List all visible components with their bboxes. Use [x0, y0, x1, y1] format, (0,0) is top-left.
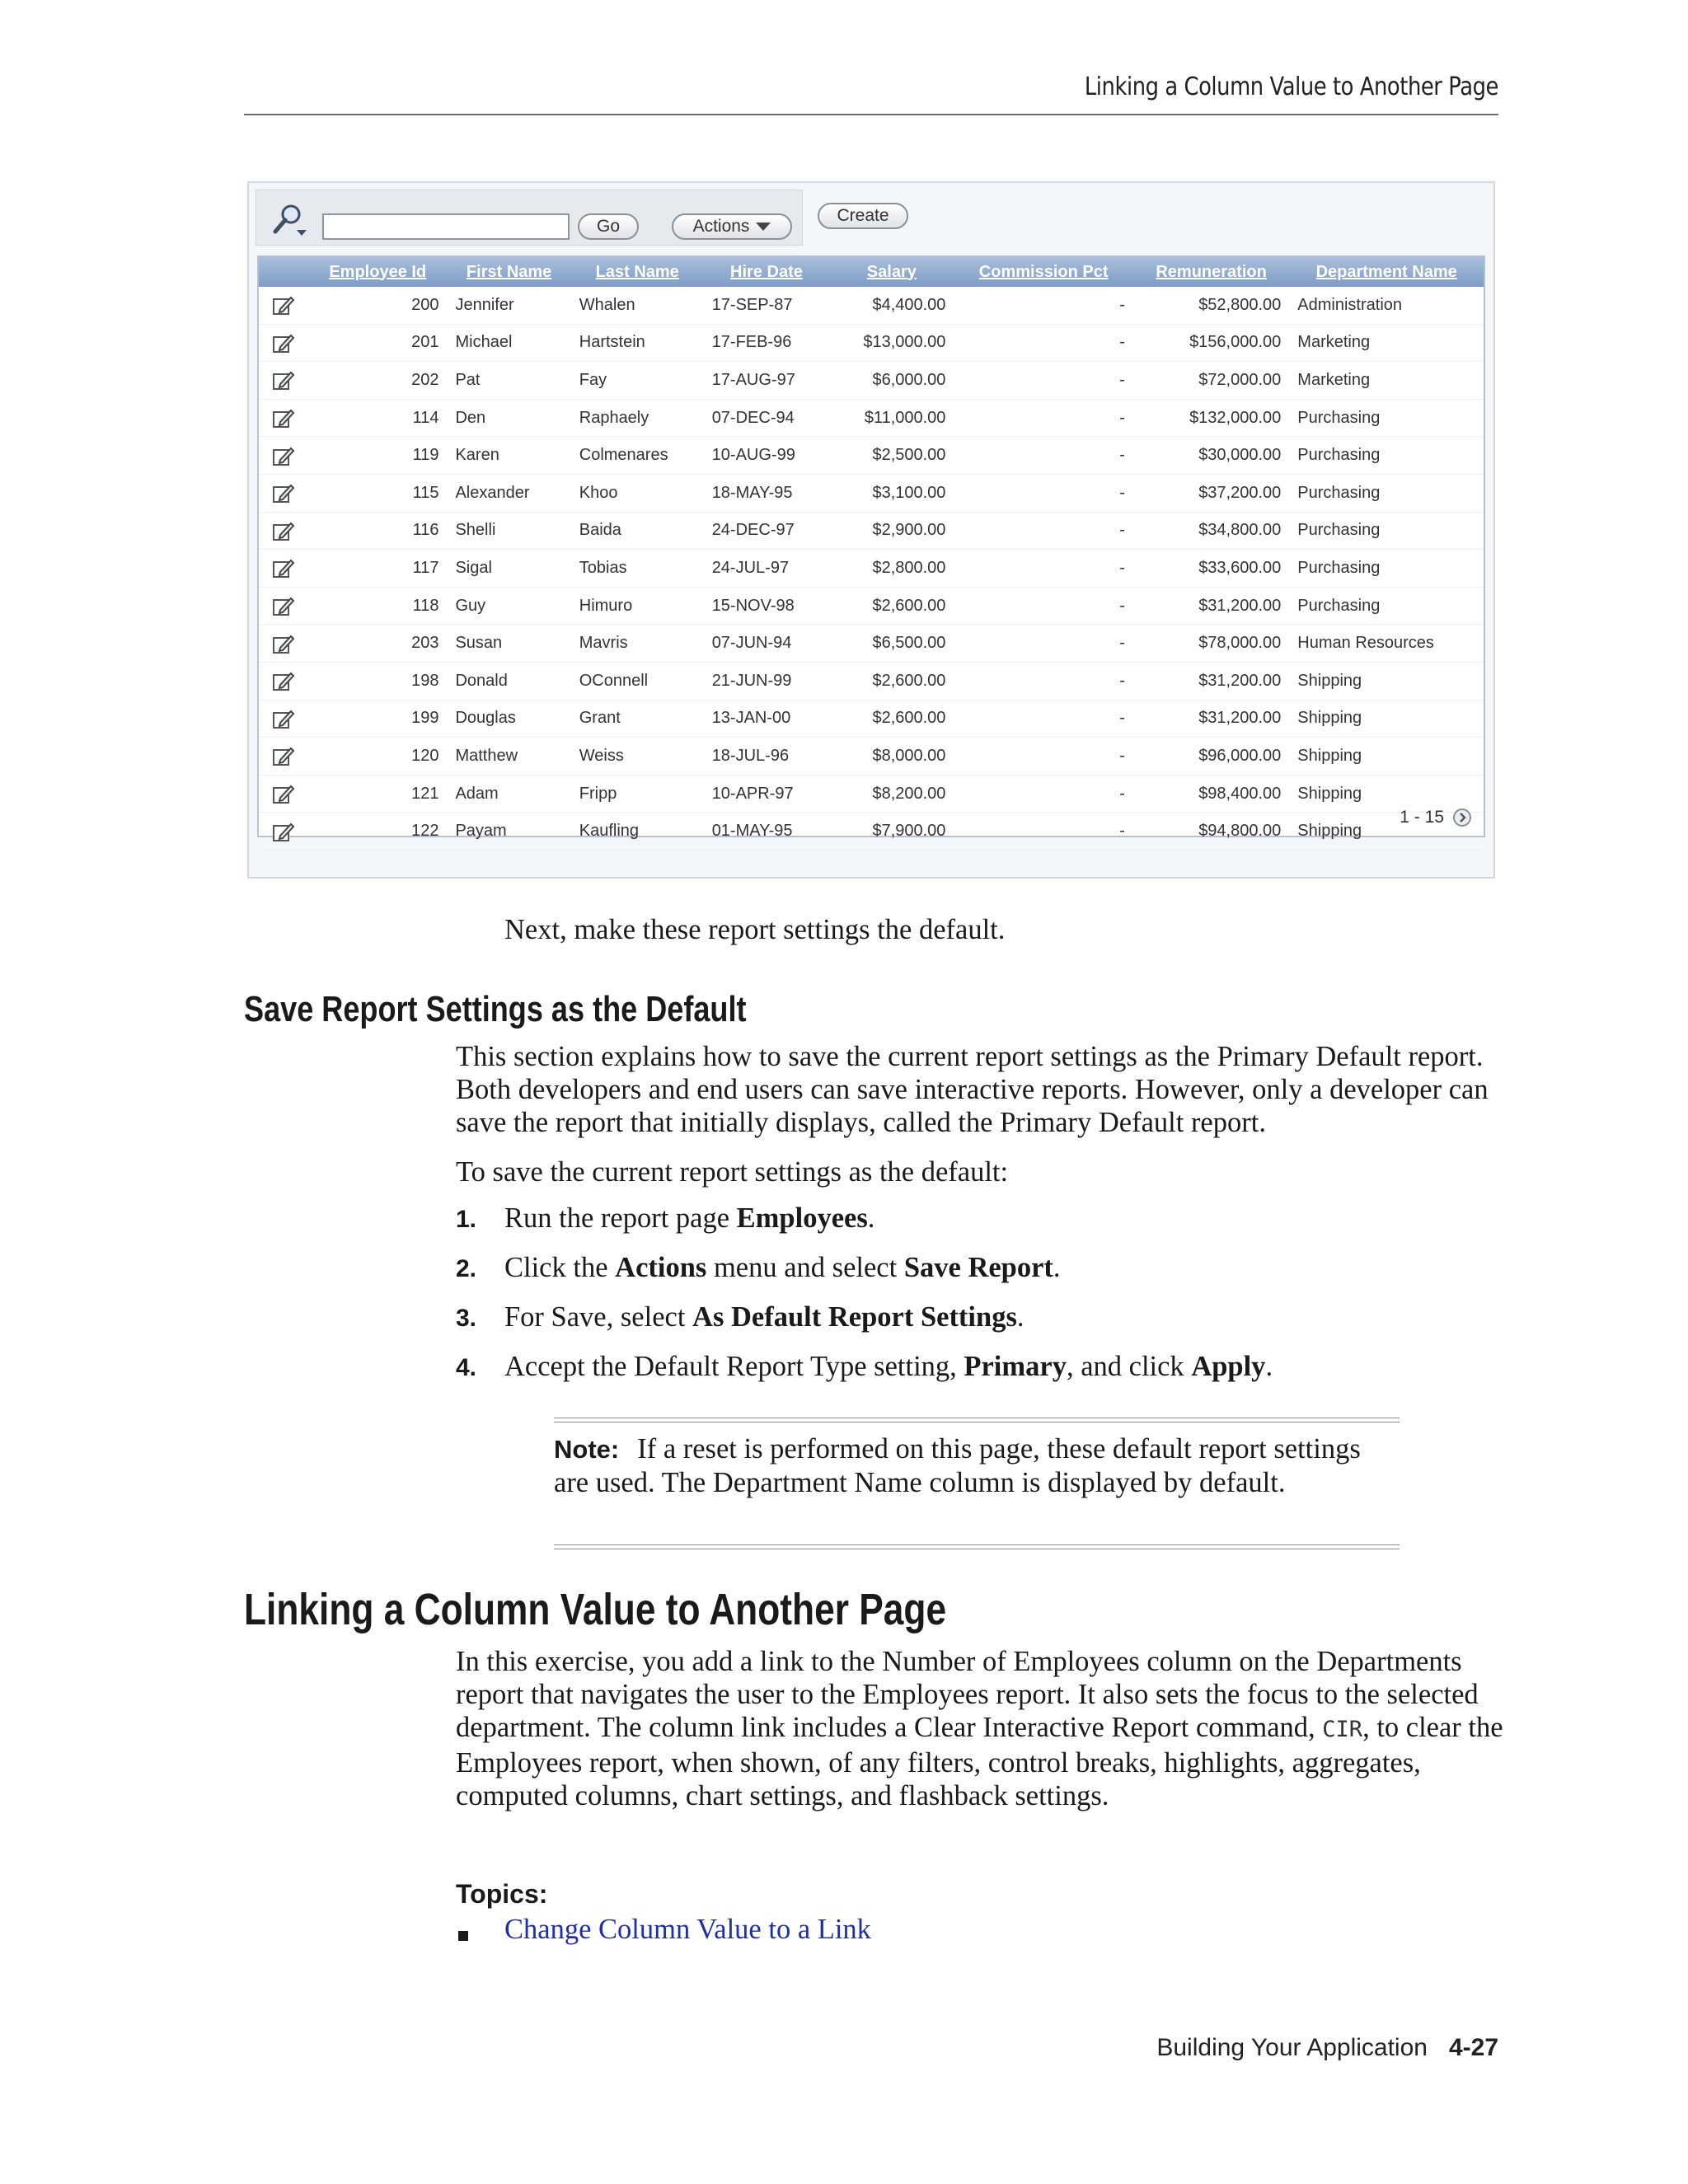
step-number: 3. [456, 1305, 477, 1332]
cell-department-name: Shipping [1289, 813, 1484, 851]
table-row [259, 813, 1484, 851]
report-grid [257, 255, 1485, 841]
cell-salary: $2,800.00 [829, 550, 954, 588]
table-row [259, 324, 1484, 362]
edit-cell [259, 550, 308, 588]
edit-icon[interactable] [271, 631, 296, 656]
step-number: 4. [456, 1354, 477, 1381]
section-heading-save-report: Save Report Settings as the Default [244, 989, 747, 1029]
cell-first-name: Jennifer [447, 287, 570, 324]
cell-hire-date: 21-JUN-99 [704, 662, 830, 700]
step-item [456, 1350, 1503, 1399]
cell-last-name: Whalen [571, 287, 704, 324]
cell-first-name: Pat [447, 362, 570, 400]
go-button-label: Go [596, 217, 620, 236]
cell-hire-date: 07-DEC-94 [704, 399, 830, 437]
go-button[interactable] [578, 213, 639, 240]
cell-remuneration: $72,000.00 [1133, 362, 1289, 400]
edit-icon[interactable] [271, 781, 296, 806]
edit-cell [259, 662, 308, 700]
cell-employee-id: 203 [308, 625, 447, 663]
cell-last-name: Khoo [571, 474, 704, 512]
edit-icon[interactable] [271, 819, 296, 844]
table-row [259, 399, 1484, 437]
edit-cell [259, 700, 308, 738]
actions-button[interactable] [672, 213, 792, 240]
cell-last-name: Raphaely [571, 399, 704, 437]
column-header-commission-pct[interactable]: Commission Pct [954, 257, 1132, 287]
cell-employee-id: 201 [308, 324, 447, 362]
step-number: 1. [456, 1206, 477, 1233]
cell-employee-id: 121 [308, 775, 447, 813]
cell-commission-pct: - [954, 550, 1132, 588]
table-row [259, 287, 1484, 324]
cell-last-name: Fay [571, 362, 704, 400]
table-row [259, 550, 1484, 588]
cell-remuneration: $96,000.00 [1133, 738, 1289, 776]
cell-first-name: Guy [447, 587, 570, 625]
step-text: Accept the Default Report Type setting, [504, 1351, 964, 1382]
step-bold: Actions [615, 1252, 707, 1283]
cell-salary: $2,500.00 [829, 437, 954, 475]
cell-commission-pct: - [954, 625, 1132, 663]
cell-hire-date: 24-JUL-97 [704, 550, 830, 588]
cell-salary: $6,500.00 [829, 625, 954, 663]
table-body [259, 287, 1484, 850]
cell-salary: $6,000.00 [829, 362, 954, 400]
cell-employee-id: 116 [308, 512, 447, 550]
cell-last-name: Grant [571, 700, 704, 738]
edit-icon[interactable] [271, 293, 296, 317]
cell-remuneration: $78,000.00 [1133, 625, 1289, 663]
cell-first-name: Alexander [447, 474, 570, 512]
employees-table [259, 257, 1484, 851]
table-row [259, 512, 1484, 550]
cell-department-name: Marketing [1289, 362, 1484, 400]
cell-remuneration: $156,000.00 [1133, 324, 1289, 362]
cell-employee-id: 202 [308, 362, 447, 400]
cell-last-name: Kaufling [571, 813, 704, 851]
steps-list [456, 1202, 1503, 1399]
cell-employee-id: 117 [308, 550, 447, 588]
note-bottom-rule [554, 1544, 1400, 1549]
table-row [259, 362, 1484, 400]
cell-department-name: Shipping [1289, 775, 1484, 813]
edit-cell [259, 324, 308, 362]
cell-employee-id: 118 [308, 587, 447, 625]
step-item [456, 1202, 1503, 1251]
cell-commission-pct: - [954, 738, 1132, 776]
note-label: Note: [554, 1435, 620, 1464]
steps-lead: To save the current report settings as the default: [456, 1156, 1009, 1188]
edit-column-header [259, 257, 308, 287]
cell-remuneration: $33,600.00 [1133, 550, 1289, 588]
footer-title: Building Your Application [1156, 2034, 1428, 2061]
cell-first-name: Shelli [447, 512, 570, 550]
cell-commission-pct: - [954, 362, 1132, 400]
topics-label: Topics: [456, 1879, 548, 1909]
edit-icon[interactable] [271, 480, 296, 505]
para-text: , to clear the Employees report, when shown, of any filters, control breaks, highlights, aggregates, computed columns, chart settings, and flashback settings. [456, 1712, 1503, 1811]
next-paragraph: Next, make these report settings the default. [504, 914, 1006, 945]
cell-first-name: Payam [447, 813, 570, 851]
note [554, 1432, 1395, 1499]
topic-link-change-column-value[interactable]: Change Column Value to a Link [504, 1914, 871, 1945]
step-text: menu and select [706, 1252, 904, 1283]
edit-icon[interactable] [271, 593, 296, 618]
cell-department-name: Purchasing [1289, 587, 1484, 625]
cell-commission-pct: - [954, 324, 1132, 362]
cell-commission-pct: - [954, 512, 1132, 550]
step-text: . [1053, 1252, 1061, 1283]
cell-commission-pct: - [954, 437, 1132, 475]
cell-department-name: Purchasing [1289, 474, 1484, 512]
page-number: 4-27 [1448, 2034, 1498, 2061]
cell-first-name: Matthew [447, 738, 570, 776]
cell-first-name: Douglas [447, 700, 570, 738]
column-header-salary[interactable]: Salary [829, 257, 954, 287]
column-header-remuneration[interactable]: Remuneration [1133, 257, 1289, 287]
cell-hire-date: 24-DEC-97 [704, 512, 830, 550]
cell-salary: $3,100.00 [829, 474, 954, 512]
cell-commission-pct: - [954, 287, 1132, 324]
cell-remuneration: $52,800.00 [1133, 287, 1289, 324]
cell-department-name: Shipping [1289, 738, 1484, 776]
cell-hire-date: 18-MAY-95 [704, 474, 830, 512]
step-bold: Save Report [903, 1252, 1053, 1283]
cell-department-name: Purchasing [1289, 550, 1484, 588]
column-header-department-name[interactable]: Department Name [1289, 257, 1484, 287]
step-text: For Save, select [504, 1301, 693, 1333]
cell-employee-id: 198 [308, 662, 447, 700]
edit-icon[interactable] [271, 743, 296, 768]
create-button[interactable] [818, 203, 908, 229]
next-page-icon[interactable] [1452, 808, 1472, 827]
cell-hire-date: 10-AUG-99 [704, 437, 830, 475]
chevron-down-icon [756, 223, 771, 231]
cell-last-name: Colmenares [571, 437, 704, 475]
edit-icon[interactable] [271, 555, 296, 580]
cell-salary: $11,000.00 [829, 399, 954, 437]
step-text: . [867, 1202, 875, 1234]
step-bold: Primary [964, 1351, 1067, 1382]
cell-remuneration: $132,000.00 [1133, 399, 1289, 437]
cell-salary: $8,000.00 [829, 738, 954, 776]
note-top-rule [554, 1418, 1400, 1422]
cell-commission-pct: - [954, 474, 1132, 512]
column-header-employee-id[interactable]: Employee Id [308, 257, 447, 287]
edit-cell [259, 399, 308, 437]
step-text: Click the [504, 1252, 616, 1283]
edit-icon[interactable] [271, 706, 296, 731]
cell-employee-id: 114 [308, 399, 447, 437]
pagination-range: 1 - 15 [1400, 808, 1444, 827]
running-header: Linking a Column Value to Another Page [1084, 73, 1498, 101]
step-number: 2. [456, 1255, 477, 1282]
cell-remuneration: $31,200.00 [1133, 662, 1289, 700]
edit-icon[interactable] [271, 518, 296, 543]
cell-department-name: Shipping [1289, 662, 1484, 700]
cell-remuneration: $98,400.00 [1133, 775, 1289, 813]
cir-code: CIR [1322, 1717, 1363, 1742]
edit-icon[interactable] [271, 368, 296, 392]
cell-salary: $4,400.00 [829, 287, 954, 324]
section-heading-linking: Linking a Column Value to Another Page [244, 1585, 947, 1634]
table-row [259, 437, 1484, 475]
step-item [456, 1301, 1503, 1350]
column-header-first-name[interactable]: First Name [447, 257, 570, 287]
step-bold: Employees [736, 1202, 868, 1234]
cell-remuneration: $31,200.00 [1133, 700, 1289, 738]
cell-department-name: Purchasing [1289, 399, 1484, 437]
edit-icon[interactable] [271, 405, 296, 430]
section2-paragraph [456, 1645, 1507, 1812]
cell-salary: $2,600.00 [829, 700, 954, 738]
step-text: . [1016, 1301, 1025, 1333]
cell-first-name: Michael [447, 324, 570, 362]
edit-cell [259, 437, 308, 475]
cell-department-name: Shipping [1289, 700, 1484, 738]
cell-last-name: Himuro [571, 587, 704, 625]
cell-department-name: Human Resources [1289, 625, 1484, 663]
cell-first-name: Adam [447, 775, 570, 813]
create-button-label: Create [837, 206, 889, 225]
cell-commission-pct: - [954, 700, 1132, 738]
table-row [259, 738, 1484, 776]
cell-remuneration: $37,200.00 [1133, 474, 1289, 512]
cell-salary: $8,200.00 [829, 775, 954, 813]
cell-employee-id: 119 [308, 437, 447, 475]
cell-last-name: Mavris [571, 625, 704, 663]
cell-remuneration: $30,000.00 [1133, 437, 1289, 475]
edit-cell [259, 474, 308, 512]
table-row [259, 775, 1484, 813]
cell-last-name: Tobias [571, 550, 704, 588]
cell-department-name: Purchasing [1289, 512, 1484, 550]
table-row [259, 700, 1484, 738]
search-input[interactable] [322, 213, 570, 240]
cell-hire-date: 17-AUG-97 [704, 362, 830, 400]
cell-hire-date: 15-NOV-98 [704, 587, 830, 625]
cell-last-name: Weiss [571, 738, 704, 776]
table-row [259, 625, 1484, 663]
cell-last-name: OConnell [571, 662, 704, 700]
step-text: , and click [1066, 1351, 1192, 1382]
actions-button-label: Actions [692, 217, 750, 236]
column-header-hire-date[interactable]: Hire Date [704, 257, 830, 287]
cell-commission-pct: - [954, 775, 1132, 813]
step-item [456, 1251, 1503, 1301]
cell-first-name: Donald [447, 662, 570, 700]
cell-department-name: Administration [1289, 287, 1484, 324]
cell-hire-date: 17-SEP-87 [704, 287, 830, 324]
cell-employee-id: 120 [308, 738, 447, 776]
cell-employee-id: 199 [308, 700, 447, 738]
cell-employee-id: 200 [308, 287, 447, 324]
section-intro: This section explains how to save the current report settings as the Primary Default report. Both developers and end users can save interactive reports. However, only a developer can save the report that initially displays, called the Primary Default report. [456, 1041, 1489, 1138]
edit-icon[interactable] [271, 443, 296, 468]
edit-icon[interactable] [271, 668, 296, 693]
pagination [1400, 808, 1472, 827]
table-row [259, 587, 1484, 625]
table-row [259, 474, 1484, 512]
table-row [259, 662, 1484, 700]
note-text: If a reset is performed on this page, these default report settings are used. The Department Name column is displayed by default. [554, 1433, 1361, 1498]
cell-hire-date: 10-APR-97 [704, 775, 830, 813]
cell-last-name: Baida [571, 512, 704, 550]
search-bar [256, 190, 803, 246]
cell-hire-date: 17-FEB-96 [704, 324, 830, 362]
cell-commission-pct: - [954, 662, 1132, 700]
cell-last-name: Fripp [571, 775, 704, 813]
cell-first-name: Sigal [447, 550, 570, 588]
cell-first-name: Karen [447, 437, 570, 475]
edit-cell [259, 287, 308, 324]
cell-department-name: Marketing [1289, 324, 1484, 362]
cell-hire-date: 01-MAY-95 [704, 813, 830, 851]
step-bold: As Default Report Settings [692, 1301, 1017, 1333]
edit-cell [259, 813, 308, 851]
step-text: . [1265, 1351, 1273, 1382]
cell-first-name: Den [447, 399, 570, 437]
edit-cell [259, 738, 308, 776]
cell-remuneration: $94,800.00 [1133, 813, 1289, 851]
cell-remuneration: $31,200.00 [1133, 587, 1289, 625]
column-header-last-name[interactable]: Last Name [571, 257, 704, 287]
para-text: In this exercise, you add a link to the Number of Employees column on the Departments report that navigates the user to the Employees report. It also sets the focus to the selected department. The column link includes a Clear Interactive Report command, [456, 1646, 1479, 1743]
cell-remuneration: $34,800.00 [1133, 512, 1289, 550]
header-rule [244, 114, 1498, 115]
edit-cell [259, 625, 308, 663]
cell-employee-id: 122 [308, 813, 447, 851]
edit-icon[interactable] [271, 330, 296, 355]
cell-commission-pct: - [954, 587, 1132, 625]
cell-hire-date: 07-JUN-94 [704, 625, 830, 663]
cell-employee-id: 115 [308, 474, 447, 512]
cell-commission-pct: - [954, 399, 1132, 437]
bullet-icon [458, 1931, 468, 1941]
report-screenshot [247, 181, 1495, 879]
edit-cell [259, 587, 308, 625]
edit-cell [259, 362, 308, 400]
page-footer [1156, 2034, 1498, 2062]
cell-salary: $7,900.00 [829, 813, 954, 851]
cell-salary: $13,000.00 [829, 324, 954, 362]
cell-last-name: Hartstein [571, 324, 704, 362]
table-header-row [259, 257, 1484, 287]
search-icon[interactable] [270, 202, 309, 238]
cell-first-name: Susan [447, 625, 570, 663]
cell-salary: $2,900.00 [829, 512, 954, 550]
cell-hire-date: 18-JUL-96 [704, 738, 830, 776]
cell-department-name: Purchasing [1289, 437, 1484, 475]
edit-cell [259, 775, 308, 813]
edit-cell [259, 512, 308, 550]
cell-hire-date: 13-JAN-00 [704, 700, 830, 738]
cell-commission-pct: - [954, 813, 1132, 851]
step-bold: Apply [1191, 1351, 1266, 1382]
cell-salary: $2,600.00 [829, 662, 954, 700]
step-text: Run the report page [504, 1202, 737, 1234]
cell-salary: $2,600.00 [829, 587, 954, 625]
